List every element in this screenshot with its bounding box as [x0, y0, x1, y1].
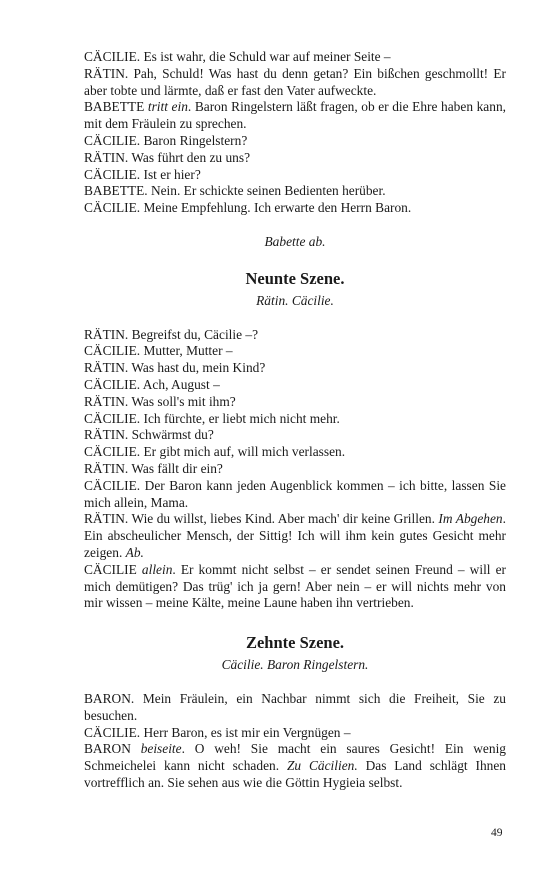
dialogue-line: CÄCILIE. Mutter, Mutter – [84, 343, 233, 359]
page-number: 49 [491, 827, 503, 839]
dialogue-text: Das Land schlägt Ihnen vortrefflich an. Sie sehen aus wie die Göttin Hygieia selbst. [84, 758, 506, 790]
dialogue-line: BABETTE. Nein. Er schickte seinen Bedienten herüber. [84, 183, 386, 199]
dialogue-line [84, 741, 506, 791]
dialogue-line: CÄCILIE. Der Baron kann jeden Augenblick kommen – ich bitte, lassen Sie mich allein, Mama. [84, 477, 506, 510]
dialogue-line: RÄTIN. Schwärmst du? [84, 427, 214, 443]
dialogue-text: . Er kommt nicht selbst – er sendet seinen Freund – will er mich demütigen? Das trüg' ich ja gern! Aber nein – er will nichts mehr von mir wissen – meine Kälte, meine Laune haben ihn vertrieben. [84, 561, 506, 611]
dialogue-line: CÄCILIE. Er gibt mich auf, will mich verlassen. [84, 444, 346, 460]
dialogue-line [84, 99, 506, 133]
speaker-text: BARON [84, 741, 141, 757]
dialogue-line: RÄTIN. Pah, Schuld! Was hast du denn getan? Ein bißchen geschmollt! Er aber tobte und lärmte, daß er fast den Vater aufweckte. [84, 65, 506, 98]
dialogue-text: . O weh! Sie macht ein saures Gesicht! Ein wenig Schmeichelei kann nicht schaden. [84, 741, 506, 774]
scene-cast: Cäcilie. Baron Ringelstern. [221, 657, 369, 673]
stage-direction-inline: Ab. [125, 544, 144, 560]
dialogue-line: RÄTIN. Was soll's mit ihm? [84, 393, 236, 409]
page-body [84, 49, 506, 792]
dialogue-line: RÄTIN. Begreifst du, Cäcilie –? [84, 326, 259, 342]
scene-cast: Rätin. Cäcilie. [256, 292, 334, 308]
dialogue-text: . Ein abscheulicher Mensch, der Sittig! Ich will ihm kein gutes Gesicht mehr zeigen. [84, 511, 506, 560]
dialogue-text: RÄTIN. Wie du willst, liebes Kind. Aber mach' dir keine Grillen. [84, 511, 439, 527]
dialogue-line [84, 511, 506, 561]
dialogue-line [84, 562, 506, 612]
dialogue-line: CÄCILIE. Ich fürchte, er liebt mich nicht mehr. [84, 410, 340, 426]
dialogue-line: CÄCILIE. Herr Baron, es ist mir ein Vergnügen – [84, 724, 351, 740]
dialogue-line: RÄTIN. Was führt den zu uns? [84, 149, 251, 165]
stage-direction-inline: allein [141, 561, 173, 577]
dialogue-line: CÄCILIE. Meine Empfehlung. Ich erwarte den Herrn Baron. [84, 200, 412, 216]
dialogue-line: CÄCILIE. Ist er hier? [84, 166, 201, 182]
dialogue-line: RÄTIN. Was hast du, mein Kind? [84, 360, 266, 376]
scene-10-dialogue [84, 691, 506, 792]
stage-direction-inline: beiseite [140, 741, 182, 757]
stage-direction-inline: tritt ein [147, 99, 188, 115]
dialogue-line: CÄCILIE. Es ist wahr, die Schuld war auf meiner Seite – [84, 49, 391, 64]
dialogue-line: CÄCILIE. Baron Ringelstern? [84, 132, 248, 148]
speaker-text: BABETTE [84, 99, 148, 115]
stage-direction: Babette ab. [264, 233, 326, 249]
scene-heading: Neunte Szene. [245, 268, 345, 288]
stage-direction-inline: Zu Cäcilien. [286, 758, 358, 774]
dialogue-line: CÄCILIE. Ach, August – [84, 376, 220, 392]
scene-heading: Zehnte Szene. [245, 633, 345, 653]
dialogue-text: . Baron Ringelstern läßt fragen, ob er die Ehre haben kann, mit dem Fräulein zu sprechen. [84, 99, 506, 132]
dialogue-line: RÄTIN. Was fällt dir ein? [84, 460, 223, 476]
scene-9-dialogue [84, 327, 506, 613]
stage-direction-inline: Im Abgehen [438, 511, 503, 527]
dialogue-line: BARON. Mein Fräulein, ein Nachbar nimmt sich die Freiheit, Sie zu besuchen. [84, 690, 506, 723]
speaker-text: CÄCILIE [84, 561, 142, 577]
